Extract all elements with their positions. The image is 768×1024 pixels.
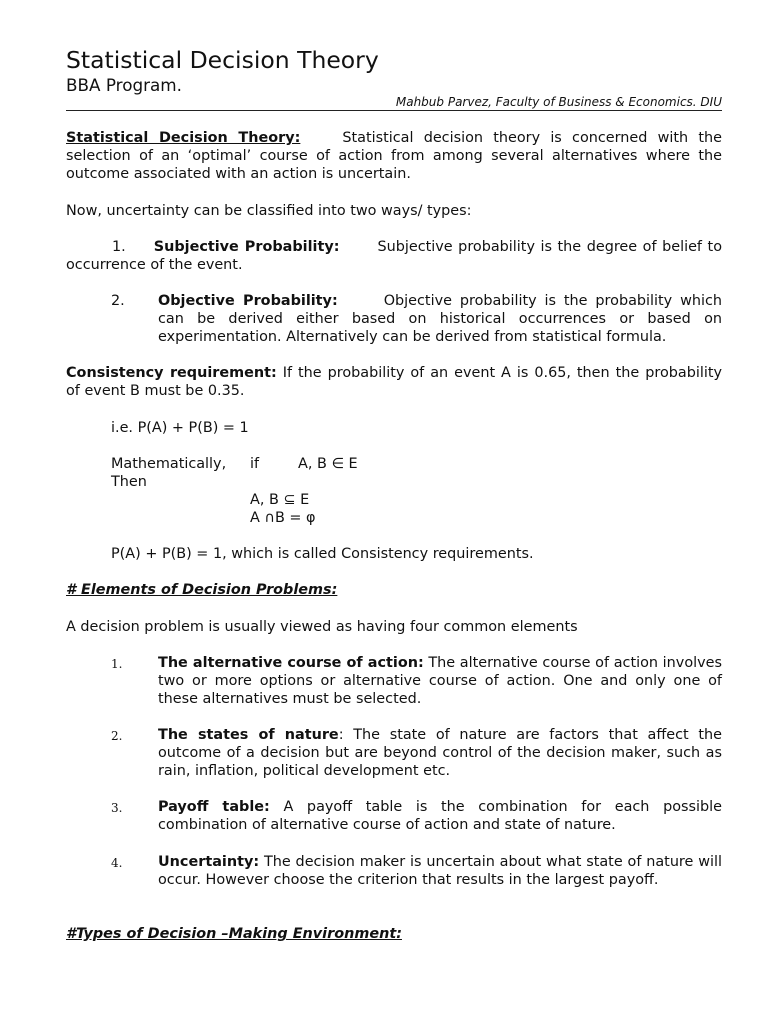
element-2-label: The states of nature <box>158 727 339 743</box>
element-1-text: The alternative course of action involves two or more options or alternative course of action. One and only one of these alternatives must be selected. <box>158 655 722 707</box>
uncertainty-item-1-text: Subjective probability is the degree of belief to occurrence of the event. <box>66 239 722 273</box>
author-line: Mahbub Parvez, Faculty of Business & Economics. DIU <box>395 95 722 109</box>
condition-expression: A, B ∈ E <box>298 456 358 472</box>
page-title: Statistical Decision Theory <box>66 46 379 74</box>
consistency-text: If the probability of an event A is 0.65, then the probability of event B must be 0.35. <box>66 365 722 399</box>
uncertainty-item-1-label: Subjective Probability: <box>153 239 340 255</box>
elements-heading: # Elements of Decision Problems: <box>66 582 338 598</box>
element-3-num: 3. <box>111 801 123 815</box>
element-4-text: The decision maker is uncertain about what state of nature will occur. However choose the criterion that results in the largest payoff. <box>158 854 722 888</box>
element-3-label: Payoff table: <box>158 799 270 815</box>
page-subtitle: BBA Program. <box>66 75 182 95</box>
consistency-label: Consistency requirement: <box>66 365 277 381</box>
uncertainty-item-1-num: 1. <box>112 239 126 255</box>
uncertainty-item-2-label: Objective Probability: <box>158 293 338 309</box>
math-word: Mathematically, <box>111 456 227 472</box>
element-1-label: The alternative course of action: <box>158 655 424 671</box>
then-word: Then <box>111 474 147 490</box>
uncertainty-item-2-num: 2. <box>111 293 125 309</box>
element-2-text: : The state of nature are factors that affect the outcome of a decision but are beyond control of the decision maker, such as rain, inflation, political development etc. <box>158 727 722 779</box>
element-1 <box>158 654 722 708</box>
element-4-num: 4. <box>111 856 123 870</box>
intro-text: Statistical decision theory is concerned with the selection of an ‘optimal’ course of action from among several alternatives where the outcome associated with an action is uncertain. <box>66 130 722 182</box>
uncertainty-item-2-text: Objective probability is the probability which can be derived either based on historical occurrences or based on experimentation. Alternatively can be derived from statistical formula. <box>158 293 722 345</box>
element-2-num: 2. <box>111 729 123 743</box>
element-1-num: 1. <box>111 657 123 671</box>
uncertainty-item-1 <box>66 238 722 274</box>
intro-label: Statistical Decision Theory: <box>66 130 301 146</box>
header-divider <box>66 110 722 111</box>
intersection-expression: A ∩B = φ <box>250 510 316 526</box>
subset-expression: A, B ⊆ E <box>250 492 310 508</box>
consistency-paragraph <box>66 364 722 400</box>
element-4-label: Uncertainty: <box>158 854 260 870</box>
element-2 <box>158 726 722 780</box>
types-heading: #Types of Decision –Making Environment: <box>66 926 402 942</box>
consistency-ie: i.e. P(A) + P(B) = 1 <box>111 420 249 436</box>
uncertainty-item-2 <box>158 292 722 346</box>
consistency-conclusion: P(A) + P(B) = 1, which is called Consistency requirements. <box>111 546 534 562</box>
if-word: if <box>250 456 260 472</box>
uncertainty-intro: Now, uncertainty can be classified into two ways/ types: <box>66 203 472 219</box>
elements-intro: A decision problem is usually viewed as having four common elements <box>66 619 578 635</box>
element-3 <box>158 798 722 834</box>
element-3-text: A payoff table is the combination for each possible combination of alternative course of action and state of nature. <box>158 799 722 833</box>
element-4 <box>158 853 722 889</box>
intro-paragraph <box>66 129 722 183</box>
